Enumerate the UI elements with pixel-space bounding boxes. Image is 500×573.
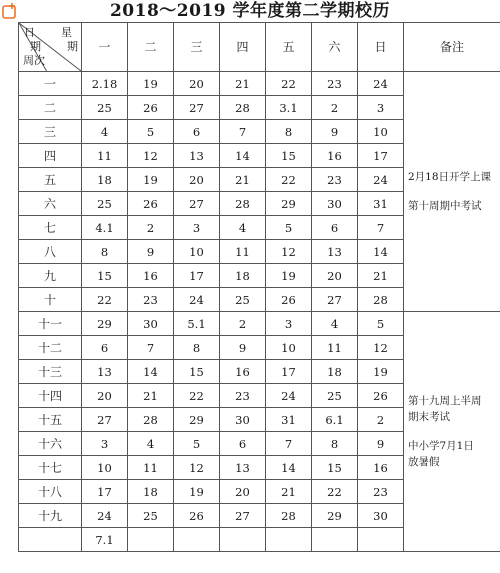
- date-cell: 3: [174, 216, 220, 240]
- date-cell: 10: [266, 336, 312, 360]
- date-cell: 23: [220, 384, 266, 408]
- corner-qi1: 期: [30, 40, 41, 53]
- remark-cell-2: [404, 312, 500, 552]
- date-cell: 19: [128, 72, 174, 96]
- date-cell: 28: [220, 192, 266, 216]
- week-number-cell: 十: [19, 288, 82, 312]
- date-cell: 21: [358, 264, 404, 288]
- week-number-cell: 七: [19, 216, 82, 240]
- week-number-cell: 十八: [19, 480, 82, 504]
- date-cell: 11: [82, 144, 128, 168]
- date-cell: 26: [174, 504, 220, 528]
- date-cell: 31: [358, 192, 404, 216]
- date-cell: 4: [82, 120, 128, 144]
- date-cell: 7: [358, 216, 404, 240]
- week-number-cell: 三: [19, 120, 82, 144]
- date-cell: 13: [174, 144, 220, 168]
- date-cell: 28: [266, 504, 312, 528]
- date-cell: 17: [174, 264, 220, 288]
- date-cell: 29: [82, 312, 128, 336]
- date-cell: 28: [128, 408, 174, 432]
- remark-line: 中小学7月1日: [408, 440, 474, 452]
- date-cell: 6: [82, 336, 128, 360]
- date-cell: 7: [266, 432, 312, 456]
- date-cell: 18: [82, 168, 128, 192]
- date-cell: 25: [128, 504, 174, 528]
- date-cell: 6: [174, 120, 220, 144]
- date-cell: 2: [220, 312, 266, 336]
- date-cell: 14: [266, 456, 312, 480]
- corner-xing: 星: [61, 26, 72, 39]
- date-cell: 12: [174, 456, 220, 480]
- date-cell: 26: [358, 384, 404, 408]
- date-cell: 4: [128, 432, 174, 456]
- date-cell: 19: [358, 360, 404, 384]
- date-cell: 7: [220, 120, 266, 144]
- week-number-cell: [19, 528, 82, 552]
- week-number-cell: 十九: [19, 504, 82, 528]
- date-cell: [128, 528, 174, 552]
- week-number-cell: 五: [19, 168, 82, 192]
- date-cell: 17: [266, 360, 312, 384]
- week-number-cell: 十四: [19, 384, 82, 408]
- date-cell: 14: [220, 144, 266, 168]
- date-cell: 11: [128, 456, 174, 480]
- date-cell: 18: [220, 264, 266, 288]
- date-cell: 27: [174, 192, 220, 216]
- date-cell: 16: [312, 144, 358, 168]
- date-cell: 28: [358, 288, 404, 312]
- date-cell: [266, 528, 312, 552]
- week-number-cell: 十五: [19, 408, 82, 432]
- date-cell: 18: [128, 480, 174, 504]
- date-cell: 17: [82, 480, 128, 504]
- date-cell: 18: [312, 360, 358, 384]
- week-number-cell: 八: [19, 240, 82, 264]
- date-cell: 25: [82, 192, 128, 216]
- remark-line: 2月18日开学上课: [408, 171, 492, 183]
- date-cell: 27: [174, 96, 220, 120]
- date-cell: 13: [82, 360, 128, 384]
- date-cell: 25: [82, 96, 128, 120]
- date-cell: 8: [82, 240, 128, 264]
- date-cell: 5: [174, 432, 220, 456]
- date-cell: 16: [358, 456, 404, 480]
- week-number-cell: 十一: [19, 312, 82, 336]
- date-cell: 22: [266, 72, 312, 96]
- date-cell: 22: [174, 384, 220, 408]
- corner-ri: 日: [24, 26, 35, 39]
- date-cell: 14: [358, 240, 404, 264]
- date-cell: 27: [82, 408, 128, 432]
- date-cell: 29: [174, 408, 220, 432]
- date-cell: 22: [312, 480, 358, 504]
- date-cell: 4: [312, 312, 358, 336]
- date-cell: 7.1: [82, 528, 128, 552]
- date-cell: 30: [358, 504, 404, 528]
- date-cell: 26: [266, 288, 312, 312]
- date-cell: 30: [220, 408, 266, 432]
- date-cell: 27: [220, 504, 266, 528]
- date-cell: 24: [174, 288, 220, 312]
- remark-line: 第十周期中考试: [408, 200, 482, 212]
- date-cell: 19: [266, 264, 312, 288]
- table-row: [19, 72, 500, 96]
- date-cell: 2: [358, 408, 404, 432]
- date-cell: 11: [312, 336, 358, 360]
- date-cell: [174, 528, 220, 552]
- date-cell: 22: [82, 288, 128, 312]
- date-cell: 25: [220, 288, 266, 312]
- date-cell: 3: [82, 432, 128, 456]
- date-cell: 23: [312, 72, 358, 96]
- date-cell: 16: [220, 360, 266, 384]
- date-cell: 21: [128, 384, 174, 408]
- remark-line: 第十九周上半周: [408, 395, 482, 407]
- date-cell: 25: [312, 384, 358, 408]
- date-cell: 8: [174, 336, 220, 360]
- week-number-cell: 九: [19, 264, 82, 288]
- day-header-thu: 四: [220, 23, 266, 72]
- day-header-tue: 二: [128, 23, 174, 72]
- date-cell: 22: [266, 168, 312, 192]
- date-cell: 9: [358, 432, 404, 456]
- date-cell: 24: [358, 72, 404, 96]
- date-cell: 31: [266, 408, 312, 432]
- date-cell: 5: [266, 216, 312, 240]
- date-cell: 28: [220, 96, 266, 120]
- date-cell: 15: [312, 456, 358, 480]
- date-cell: [220, 528, 266, 552]
- date-cell: 13: [220, 456, 266, 480]
- date-cell: 20: [174, 72, 220, 96]
- week-number-cell: 十六: [19, 432, 82, 456]
- day-header-wed: 三: [174, 23, 220, 72]
- date-cell: 21: [266, 480, 312, 504]
- date-cell: 2: [128, 216, 174, 240]
- week-number-cell: 六: [19, 192, 82, 216]
- date-cell: 23: [312, 168, 358, 192]
- week-number-cell: 一: [19, 72, 82, 96]
- date-cell: 13: [312, 240, 358, 264]
- date-cell: 9: [220, 336, 266, 360]
- date-cell: 17: [358, 144, 404, 168]
- date-cell: 5: [128, 120, 174, 144]
- remark-header: 备注: [404, 23, 500, 72]
- date-cell: 4.1: [82, 216, 128, 240]
- page-title: 2018～2019 学年度第二学期校历: [109, 1, 391, 21]
- date-cell: 30: [312, 192, 358, 216]
- date-cell: 3: [266, 312, 312, 336]
- remark-line: 放暑假: [408, 456, 440, 468]
- date-cell: 24: [82, 504, 128, 528]
- date-cell: [358, 528, 404, 552]
- date-cell: 23: [358, 480, 404, 504]
- date-cell: 10: [358, 120, 404, 144]
- date-cell: 12: [266, 240, 312, 264]
- date-cell: 3.1: [266, 96, 312, 120]
- date-cell: 8: [266, 120, 312, 144]
- week-number-cell: 十二: [19, 336, 82, 360]
- date-cell: 23: [128, 288, 174, 312]
- date-cell: 24: [266, 384, 312, 408]
- date-cell: 20: [220, 480, 266, 504]
- date-cell: 24: [358, 168, 404, 192]
- week-number-cell: 四: [19, 144, 82, 168]
- date-cell: 29: [312, 504, 358, 528]
- date-cell: 2: [312, 96, 358, 120]
- date-cell: 8: [312, 432, 358, 456]
- date-cell: 19: [174, 480, 220, 504]
- date-cell: 12: [358, 336, 404, 360]
- date-cell: 6.1: [312, 408, 358, 432]
- date-cell: 10: [174, 240, 220, 264]
- date-cell: 20: [82, 384, 128, 408]
- day-header-fri: 五: [266, 23, 312, 72]
- week-number-cell: 二: [19, 96, 82, 120]
- date-cell: 20: [174, 168, 220, 192]
- date-cell: 6: [220, 432, 266, 456]
- date-cell: 11: [220, 240, 266, 264]
- week-number-cell: 十七: [19, 456, 82, 480]
- table-row: [19, 312, 500, 336]
- date-cell: 10: [82, 456, 128, 480]
- date-cell: 15: [82, 264, 128, 288]
- date-cell: 9: [312, 120, 358, 144]
- date-cell: 21: [220, 72, 266, 96]
- date-cell: 26: [128, 96, 174, 120]
- day-header-mon: 一: [82, 23, 128, 72]
- date-cell: 14: [128, 360, 174, 384]
- date-cell: 5: [358, 312, 404, 336]
- date-cell: 9: [128, 240, 174, 264]
- date-cell: 16: [128, 264, 174, 288]
- date-cell: 20: [312, 264, 358, 288]
- date-cell: 15: [266, 144, 312, 168]
- date-cell: 29: [266, 192, 312, 216]
- date-cell: [312, 528, 358, 552]
- corner-qi2: 期: [67, 40, 78, 53]
- date-cell: 26: [128, 192, 174, 216]
- date-cell: 21: [220, 168, 266, 192]
- calendar-table: [18, 22, 500, 552]
- date-cell: 2.18: [82, 72, 128, 96]
- date-cell: 27: [312, 288, 358, 312]
- header-row: [19, 23, 500, 72]
- date-cell: 5.1: [174, 312, 220, 336]
- date-cell: 7: [128, 336, 174, 360]
- date-cell: 6: [312, 216, 358, 240]
- remark-cell-1: [404, 72, 500, 312]
- date-cell: 15: [174, 360, 220, 384]
- date-cell: 12: [128, 144, 174, 168]
- corner-zhouci: 周次: [23, 54, 45, 67]
- date-cell: 30: [128, 312, 174, 336]
- date-cell: 3: [358, 96, 404, 120]
- remark-line: 期末考试: [408, 411, 450, 423]
- corner-cell: [19, 23, 82, 72]
- day-header-sun: 日: [358, 23, 404, 72]
- day-header-sat: 六: [312, 23, 358, 72]
- week-number-cell: 十三: [19, 360, 82, 384]
- date-cell: 19: [128, 168, 174, 192]
- date-cell: 4: [220, 216, 266, 240]
